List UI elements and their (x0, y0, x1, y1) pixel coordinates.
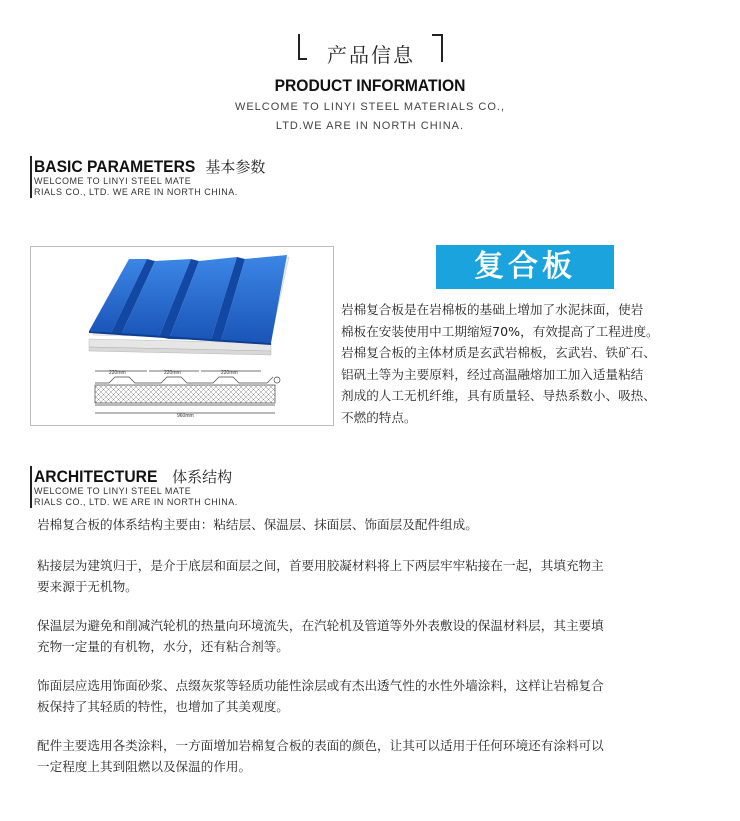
paragraph-line: 岩棉复合板的体系结构主要由：粘结层、保温层、抹面层、饰面层及配件组成。 (37, 517, 478, 532)
architecture-sub-line1: WELCOME TO LINYI STEEL MATE (34, 486, 192, 496)
architecture-section-title (30, 466, 238, 508)
paragraph-line: 一定程度上其到阻燃以及保温的作用。 (37, 758, 252, 774)
paragraph-line: 饰面层应选用饰面砂浆、点缀灰浆等轻质功能性涂层或有杰出透气性的水性外墙涂料，这样让岩棉复合 (37, 678, 604, 693)
architecture-title-en: ARCHITECTURE (34, 467, 158, 486)
architecture-paragraph-5 (37, 736, 709, 777)
basic-title-en: BASIC PARAMETERS (34, 157, 196, 176)
panel-3d-drawing (89, 255, 289, 355)
paragraph-line: 充物一定量的有机物，水分，还有粘合剂等。 (37, 638, 289, 654)
product-image (30, 246, 334, 426)
header-title-cn: 产品信息 (327, 43, 415, 67)
paragraph-line: 配件主要选用各类涂料，一方面增加岩棉复合板的表面的颜色，让其可以适用于任何环境还有涂料可以 (37, 738, 604, 753)
architecture-paragraph-1 (37, 515, 709, 536)
architecture-paragraph-3 (37, 616, 709, 657)
basic-sub-line2: RIALS CO., LTD. WE ARE IN NORTH CHINA. (34, 187, 238, 197)
header-title-en: PRODUCT INFORMATION (274, 76, 466, 95)
paragraph-line: 保温层为避免和削减汽轮机的热量向环境流失，在汽轮机及管道等外外表敷设的保温材料层，其主要填 (37, 618, 604, 633)
header-bracket-left (298, 34, 309, 58)
description-line: 铝矾土等为主要原料，经过高温融熔加工加入适量粘结 (341, 366, 644, 382)
dim-label-3: 220mm (221, 370, 238, 376)
product-badge: 复合板 (436, 245, 614, 289)
panel-cross-section (95, 371, 280, 413)
description-line: 岩棉复合板的主体材质是玄武岩棉板，玄武岩、铁矿石、 (341, 345, 656, 360)
description-line: 棉板在安装使用中工期缩短70%，有效提高了工程进度。 (341, 323, 659, 339)
architecture-title-cn: 体系结构 (172, 468, 233, 486)
paragraph-line: 板保持了其轻质的特性，也增加了其美观度。 (37, 698, 289, 714)
description-line: 剂成的人工无机纤维，具有质量轻、导热系数小、吸热、 (341, 388, 656, 403)
dim-label-1: 220mm (109, 370, 126, 376)
header-bracket-right (432, 34, 443, 62)
description-line: 不燃的特点。 (341, 409, 417, 425)
basic-sub-line1: WELCOME TO LINYI STEEL MATE (34, 176, 192, 186)
dim-label-2: 220mm (164, 370, 181, 376)
header-subtitle-line1: WELCOME TO LINYI STEEL MATERIALS CO., (234, 101, 506, 113)
basic-parameters-section-title (30, 156, 265, 198)
header-subtitle-line2: LTD.WE ARE IN NORTH CHINA. (275, 120, 465, 132)
description-line: 岩棉复合板是在岩棉板的基础上增加了水泥抹面，使岩 (341, 302, 644, 317)
dim-label-total: 960mm (177, 413, 194, 419)
architecture-sub-line2: RIALS CO., LTD. WE ARE IN NORTH CHINA. (34, 497, 238, 507)
product-description (341, 299, 725, 428)
basic-title-cn: 基本参数 (205, 158, 266, 176)
paragraph-line: 要来源于无机物。 (37, 578, 138, 594)
architecture-paragraph-2 (37, 556, 709, 597)
paragraph-line: 粘接层为建筑归于，是介于底层和面层之间，首要用胶凝材料将上下两层牢牢粘接在一起，其填充物主 (37, 558, 604, 573)
architecture-paragraph-4 (37, 676, 709, 717)
